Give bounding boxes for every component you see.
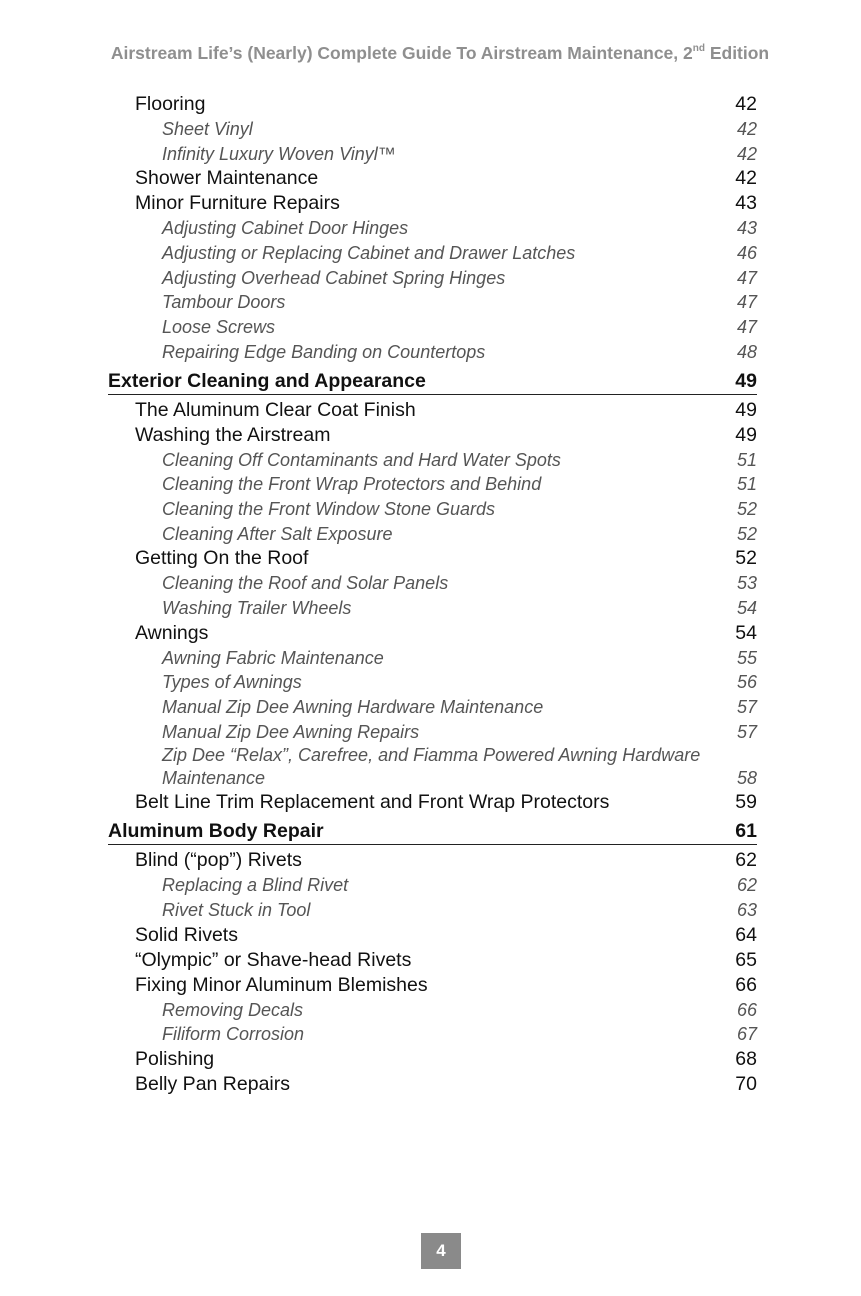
toc-entry[interactable] (108, 166, 757, 191)
toc-section-heading-title: Aluminum Body Repair (108, 820, 324, 843)
toc-entry-title: Minor Furniture Repairs (135, 192, 340, 215)
toc-entry[interactable] (108, 398, 757, 423)
toc-entry-page-number: 42 (735, 167, 757, 190)
toc-subentry[interactable] (108, 695, 757, 720)
toc-subentry-title: Cleaning After Salt Exposure (162, 523, 393, 544)
toc-entry-title: Belly Pan Repairs (135, 1073, 290, 1096)
toc-entry-page-number: 52 (735, 547, 757, 570)
toc-entry[interactable] (108, 423, 757, 448)
toc-subentry-page-number: 54 (736, 597, 757, 618)
toc-entry-page-number: 66 (735, 973, 757, 996)
toc-entry-page-number: 49 (735, 423, 757, 446)
toc-subentry[interactable] (108, 522, 757, 547)
toc-entry[interactable] (108, 191, 757, 216)
toc-entry-page-number: 49 (735, 398, 757, 421)
toc-entry-page-number: 42 (735, 93, 757, 115)
toc-entry-title: “Olympic” or Shave-head Rivets (135, 948, 412, 971)
toc-entry-page-number: 54 (735, 621, 757, 644)
toc-subentry[interactable] (108, 670, 757, 695)
toc-entry-title: Awnings (135, 621, 209, 644)
toc-subentry-title: Removing Decals (162, 999, 304, 1020)
table-of-contents (108, 92, 757, 1097)
toc-entry-page-number: 59 (735, 791, 757, 814)
toc-subentry[interactable] (108, 596, 757, 621)
toc-subentry-title: Sheet Vinyl (162, 119, 253, 139)
toc-subentry-title: Adjusting Overhead Cabinet Spring Hinges (162, 267, 506, 288)
toc-section-heading[interactable] (108, 818, 757, 845)
toc-subentry-page-number: 46 (736, 243, 757, 264)
toc-entry-title: Belt Line Trim Replacement and Front Wrap Protectors (135, 791, 610, 814)
toc-entry[interactable] (108, 1047, 757, 1072)
toc-subentry-title: Cleaning the Front Window Stone Guards (162, 498, 496, 519)
toc-entry-title: Washing the Airstream (135, 423, 331, 446)
toc-subentry[interactable] (108, 1022, 757, 1047)
toc-subentry-page-number: 48 (736, 341, 757, 362)
toc-subentry-page-number: 56 (736, 672, 757, 693)
toc-entry[interactable] (108, 848, 757, 873)
toc-subentry-page-number: 53 (736, 573, 757, 594)
running-header (0, 43, 861, 64)
toc-entry[interactable] (108, 973, 757, 998)
toc-subentry[interactable] (108, 266, 757, 291)
toc-subentry-title: Loose Screws (162, 317, 276, 338)
toc-entry[interactable] (108, 1072, 757, 1097)
toc-subentry-page-number: 57 (736, 721, 757, 742)
toc-subentry-page-number: 52 (736, 498, 757, 519)
toc-subentry[interactable] (108, 744, 757, 790)
toc-entry-title: Getting On the Roof (135, 547, 309, 570)
toc-subentry-page-number: 52 (736, 523, 757, 544)
toc-subentry[interactable] (108, 315, 757, 340)
toc-subentry-page-number: 55 (736, 647, 757, 668)
page-number: 4 (436, 1241, 446, 1260)
toc-entry[interactable] (108, 546, 757, 571)
toc-subentry-title: Manual Zip Dee Awning Repairs (162, 721, 420, 742)
toc-subentry-page-number: 42 (736, 143, 757, 164)
toc-subentry[interactable] (108, 216, 757, 241)
toc-entry-title: Solid Rivets (135, 923, 238, 946)
toc-entry-page-number: 64 (735, 923, 757, 946)
toc-entry-title: The Aluminum Clear Coat Finish (135, 398, 416, 421)
toc-subentry-page-number: 51 (736, 474, 757, 495)
running-header-edition: Edition (704, 43, 770, 63)
toc-subentry[interactable] (108, 720, 757, 745)
toc-subentry[interactable] (108, 873, 757, 898)
toc-entry-title: Polishing (135, 1048, 215, 1071)
toc-entry-page-number: 65 (735, 948, 757, 971)
toc-subentry[interactable] (108, 571, 757, 596)
toc-subentry-page-number: 66 (736, 999, 757, 1020)
toc-subentry-title: Awning Fabric Maintenance (162, 647, 384, 668)
toc-entry-page-number: 68 (735, 1048, 757, 1071)
toc-entry[interactable] (108, 790, 757, 815)
edition-superscript: nd (692, 43, 705, 55)
toc-entry-page-number: 70 (735, 1073, 757, 1096)
toc-section-heading[interactable] (108, 368, 757, 395)
toc-subentry[interactable] (108, 290, 757, 315)
toc-subentry-title: Filiform Corrosion (162, 1024, 305, 1045)
toc-subentry-title: Cleaning the Front Wrap Protectors and Behind (162, 474, 542, 495)
toc-entry[interactable] (108, 621, 757, 646)
toc-subentry[interactable] (108, 117, 757, 142)
toc-subentry-page-number: 57 (736, 697, 757, 717)
toc-subentry-title: Cleaning the Roof and Solar Panels (162, 573, 449, 594)
page-number-badge (421, 1233, 461, 1269)
toc-entry[interactable] (108, 948, 757, 973)
toc-subentry-page-number: 67 (736, 1024, 757, 1045)
toc-section-heading-title: Exterior Cleaning and Appearance (108, 369, 426, 392)
toc-subentry-title: Rivet Stuck in Tool (162, 900, 311, 921)
toc-subentry[interactable] (108, 497, 757, 522)
toc-subentry-page-number: 62 (736, 875, 757, 896)
toc-subentry-title: Washing Trailer Wheels (162, 597, 352, 618)
toc-subentry-page-number: 47 (736, 317, 757, 338)
toc-subentry-page-number: 47 (736, 292, 757, 313)
toc-entry[interactable] (108, 923, 757, 948)
toc-subentry-page-number: 42 (736, 119, 757, 139)
toc-subentry-page-number: 51 (736, 449, 757, 470)
toc-entry-title: Fixing Minor Aluminum Blemishes (135, 973, 428, 996)
toc-subentry-title: Infinity Luxury Woven Vinyl™ (162, 143, 396, 164)
toc-subentry-page-number: 47 (736, 267, 757, 288)
toc-subentry-title: Zip Dee “Relax”, Carefree, and Fiamma Powered Awning Hardware Maintenance (162, 745, 701, 789)
toc-subentry[interactable] (108, 898, 757, 923)
toc-entry-title: Shower Maintenance (135, 167, 319, 190)
toc-section-heading-page-number: 49 (735, 369, 757, 392)
toc-subentry-title: Tambour Doors (162, 292, 286, 313)
toc-subentry-title: Cleaning Off Contaminants and Hard Water Spots (162, 449, 561, 470)
toc-subentry[interactable] (108, 340, 757, 365)
running-header-title: Airstream Life’s (Nearly) Complete Guide To Airstream Maintenance, 2 (110, 43, 693, 63)
toc-subentry[interactable] (108, 998, 757, 1023)
toc-subentry-page-number: 43 (736, 218, 757, 239)
toc-subentry-title: Manual Zip Dee Awning Hardware Maintenance (162, 697, 544, 717)
toc-entry-title: Flooring (135, 93, 206, 115)
toc-subentry-title: Replacing a Blind Rivet (162, 875, 349, 896)
toc-entry-page-number: 43 (735, 192, 757, 215)
toc-subentry[interactable] (108, 142, 757, 167)
toc-subentry[interactable] (108, 448, 757, 473)
toc-subentry-page-number: 58 (736, 767, 757, 788)
toc-subentry-page-number: 63 (736, 900, 757, 921)
toc-subentry-title: Repairing Edge Banding on Countertops (162, 341, 486, 362)
toc-subentry[interactable] (108, 472, 757, 497)
toc-subentry-title: Types of Awnings (162, 672, 302, 693)
toc-subentry-title: Adjusting or Replacing Cabinet and Drawer Latches (162, 243, 576, 264)
toc-entry[interactable] (108, 92, 757, 117)
toc-entry-title: Blind (“pop”) Rivets (135, 849, 302, 872)
toc-entry-page-number: 62 (735, 849, 757, 872)
toc-section-heading-page-number: 61 (735, 820, 757, 843)
toc-subentry[interactable] (108, 241, 757, 266)
toc-subentry[interactable] (108, 646, 757, 671)
toc-subentry-title: Adjusting Cabinet Door Hinges (162, 218, 409, 239)
